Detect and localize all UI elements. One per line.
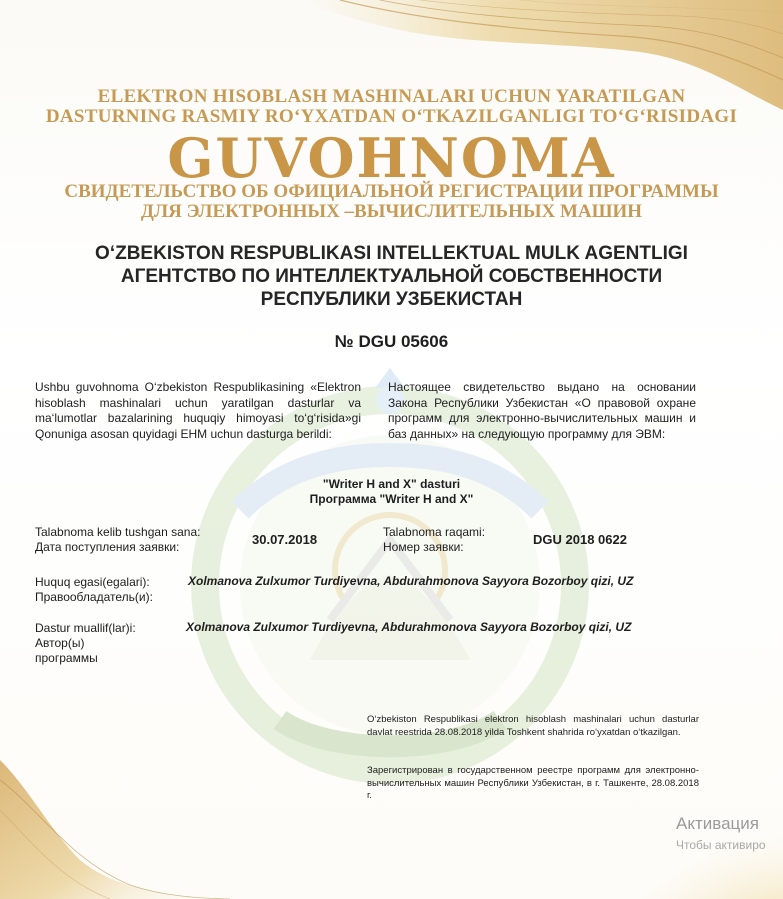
intro-text-ru: Настоящее свидетельство выдано на основании Закона Республики Узбекистан «О правовой охране программ для электронно-вычислительных машин и баз данных» на следующую программу для ЭВМ: [388, 380, 696, 441]
certificate-number: № DGU 05606 [334, 332, 449, 351]
certificate-title: GUVOHNOMA [167, 126, 616, 190]
author-label-uz: Dastur muallif(lar)i: [35, 621, 136, 635]
registration-text-uz: O‘zbekiston Respublikasi elektron hisoblash mashinalari uchun dasturlar davlat reestrida 28.08.2018 yilda Toshkent shahrida ro‘yxatdan o‘tkazilgan. [367, 714, 699, 738]
owner-label-ru: Правообладатель(и): [35, 590, 153, 604]
header-line-1: ELEKTRON HISOBLASH MASHINALARI UCHUN YARATILGAN [97, 86, 686, 107]
date-label-ru: Дата поступления заявки: [35, 540, 180, 554]
owner-label-uz: Huquq egasi(egalari): [35, 575, 150, 589]
header-line-2: DASTURNING RASMIY RO‘YXATDAN O‘TKAZILGANLIGI TO‘G‘RISIDAGI [45, 106, 738, 127]
owner-names: Xolmanova Zulxumor Turdiyevna, Abdurahmonova Sayyora Bozorboy qizi, UZ [188, 574, 634, 588]
application-date: 30.07.2018 [252, 532, 318, 547]
agency-name-ru-1: АГЕНТСТВО ПО ИНТЕЛЛЕКТУАЛЬНОЙ СОБСТВЕННОСТИ [120, 266, 663, 287]
registration-text-ru: Зарегистрирован в государственном реестре программ для электронно-вычислительных машин Республики Узбекистан, в г. Ташкенте, 28.08.2018 г. [367, 765, 699, 801]
agency-name-ru-2: РЕСПУБЛИКИ УЗБЕКИСТАН [260, 289, 523, 310]
application-number-label-uz: Talabnoma raqami: [383, 525, 486, 539]
author-names: Xolmanova Zulxumor Turdiyevna, Abdurahmonova Sayyora Bozorboy qizi, UZ [186, 620, 632, 634]
author-label-ru: Автор(ы) [35, 636, 85, 650]
author-label-ru-2: программы [35, 651, 98, 665]
activation-watermark-subtitle: Чтобы активиро [676, 838, 766, 852]
application-number-label-ru: Номер заявки: [383, 540, 464, 554]
header-ru-line-2: ДЛЯ ЭЛЕКТРОННЫХ ‒ВЫЧИСЛИТЕЛЬНЫХ МАШИН [140, 201, 643, 222]
intro-text-uz: Ushbu guvohnoma O‘zbekiston Respublikasining «Elektron hisoblash mashinalari uchun yaratilgan dasturlar va ma‘lumotlar bazalarining huquqiy himoyasi to‘g‘risida»gi Qonuniga asosan quyidagi EHM uchun dasturga berildi: [35, 380, 361, 441]
agency-name-uz: O‘ZBEKISTON RESPUBLIKASI INTELLEKTUAL MULK AGENTLIGI [95, 243, 688, 264]
program-title-uz: "Writer H and X" dasturi [322, 477, 461, 491]
application-number: DGU 2018 0622 [533, 532, 627, 547]
header-ru-line-1: СВИДЕТЕЛЬСТВО ОБ ОФИЦИАЛЬНОЙ РЕГИСТРАЦИИ ПРОГРАММЫ [64, 181, 719, 202]
date-label-uz: Talabnoma kelib tushgan sana: [35, 525, 201, 539]
program-title-ru: Программа "Writer H and X" [309, 492, 474, 506]
activation-watermark-title: Активация [676, 814, 759, 833]
